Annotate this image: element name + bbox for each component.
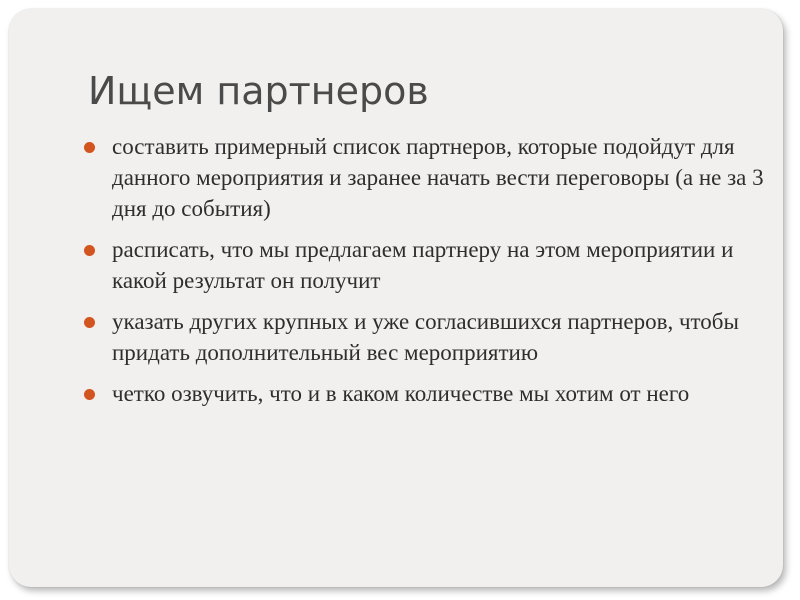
bullet-dot-icon xyxy=(84,389,95,400)
bullet-text: составить примерный список партнеров, которые подойдут для данного мероприятия и заранее начать вести переговоры (а не за 3 дня до события) xyxy=(112,134,764,221)
slide-title: Ищем партнеров xyxy=(88,69,429,113)
bullet-text: указать других крупных и уже согласившихся партнеров, чтобы придать дополнительный вес мероприятию xyxy=(112,309,739,365)
bullet-dot-icon xyxy=(84,142,95,153)
bullet-item xyxy=(84,131,764,224)
bullet-text: расписать, что мы предлагаем партнеру на этом мероприятии и какой результат он получит xyxy=(112,237,734,293)
bullet-dot-icon xyxy=(84,317,95,328)
bullet-item xyxy=(84,234,764,296)
bullet-item xyxy=(84,306,764,368)
bullet-text: четко озвучить, что и в каком количестве мы хотим от него xyxy=(112,381,690,406)
bullet-dot-icon xyxy=(84,245,95,256)
bullet-item xyxy=(84,378,764,409)
bullet-list xyxy=(84,131,764,419)
